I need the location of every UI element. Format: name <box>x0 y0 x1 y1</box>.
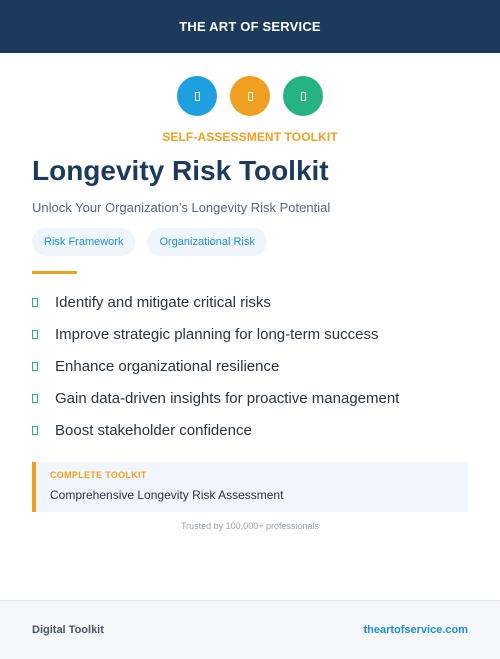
benefit-item <box>32 414 500 446</box>
placeholder-glyph-icon <box>301 92 306 101</box>
callout-label: COMPLETE TOOLKIT <box>50 470 147 480</box>
icon-row <box>0 76 500 116</box>
check-icon <box>32 426 38 435</box>
orange-circle-icon <box>230 76 270 116</box>
benefit-text: Improve strategic planning for long-term success <box>55 325 379 343</box>
tag-organizational-risk: Organizational Risk <box>147 228 266 256</box>
tag-list <box>32 228 500 256</box>
placeholder-glyph-icon <box>248 92 253 101</box>
website-link[interactable]: theartofservice.com <box>363 624 468 636</box>
benefit-item <box>32 286 500 318</box>
benefit-item <box>32 318 500 350</box>
placeholder-glyph-icon <box>195 92 200 101</box>
green-circle-icon <box>283 76 323 116</box>
header-bar <box>0 0 500 53</box>
page-title: Longevity Risk Toolkit <box>32 155 329 186</box>
benefit-text: Identify and mitigate critical risks <box>55 293 271 311</box>
trust-note: Trusted by 100,000+ professionals <box>180 521 319 531</box>
page-subtitle: Unlock Your Organization’s Longevity Risk Potential <box>32 200 331 215</box>
benefit-text: Boost stakeholder confidence <box>55 421 252 439</box>
brand-title: THE ART OF SERVICE <box>179 19 321 34</box>
accent-divider <box>32 271 77 274</box>
benefit-text: Gain data-driven insights for proactive management <box>55 389 400 407</box>
footer-bar <box>0 600 500 659</box>
check-icon <box>32 330 38 339</box>
benefit-list <box>32 286 500 446</box>
blue-circle-icon <box>177 76 217 116</box>
callout-value: Comprehensive Longevity Risk Assessment <box>50 488 284 502</box>
check-icon <box>32 298 38 307</box>
check-icon <box>32 362 38 371</box>
check-icon <box>32 394 38 403</box>
tag-risk-framework: Risk Framework <box>32 228 135 256</box>
complete-toolkit-callout <box>32 462 468 512</box>
kicker-label: SELF-ASSESSMENT TOOLKIT <box>162 130 338 144</box>
benefit-text: Enhance organizational resilience <box>55 357 280 375</box>
benefit-item <box>32 382 500 414</box>
benefit-item <box>32 350 500 382</box>
footer-label: Digital Toolkit <box>32 624 104 636</box>
